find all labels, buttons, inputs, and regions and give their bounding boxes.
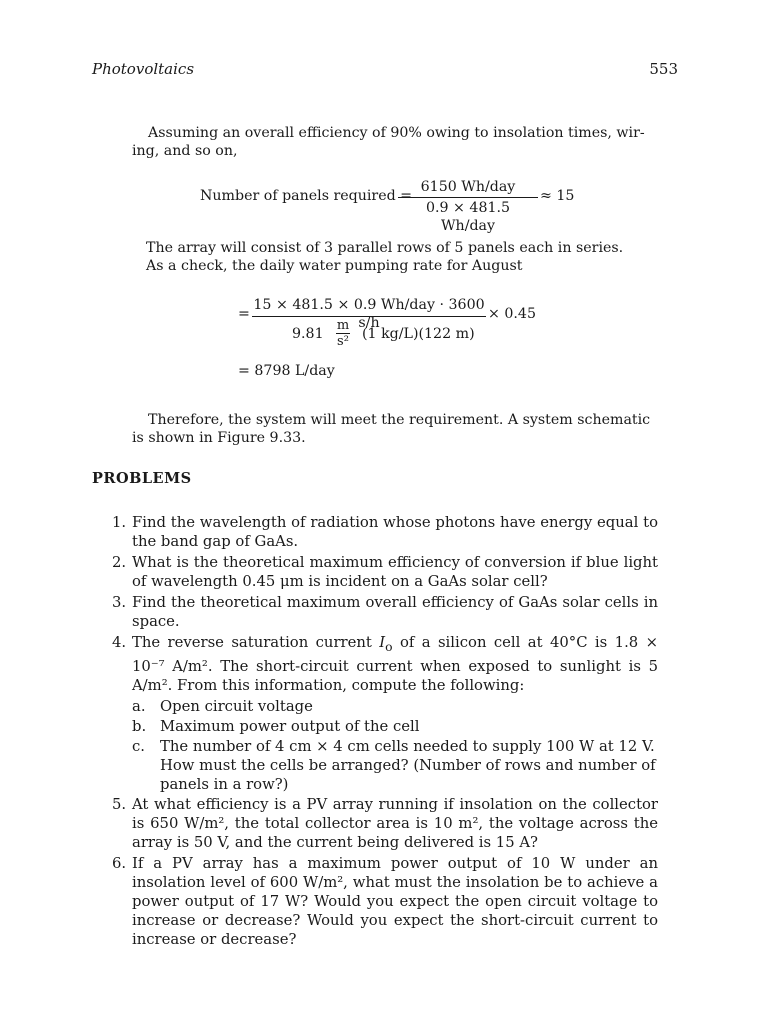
subproblem-item xyxy=(92,737,658,794)
equals-sign: = xyxy=(238,306,250,322)
running-head xyxy=(92,60,678,82)
unit-numerator: m xyxy=(336,318,350,333)
problem-text: What is the theoretical maximum efficiency of conversion if blue light of wavelength 0.45 μm is incident on a GaAs solar cell? xyxy=(132,554,658,590)
problem-text: Find the theoretical maximum overall efficiency of GaAs solar cells in space. xyxy=(132,594,658,630)
subproblem-text: Maximum power output of the cell xyxy=(160,717,420,735)
denominator-rest: (1 kg/L)(122 m) xyxy=(362,326,475,342)
equation-fraction xyxy=(398,178,538,235)
current-symbol: I xyxy=(379,634,386,651)
problems-list xyxy=(92,513,658,951)
problem-text: Find the wavelength of radiation whose photons have energy equal to the band gap of GaAs. xyxy=(132,514,658,550)
paragraph-line: Therefore, the system will meet the requirement. A system schematic xyxy=(148,412,651,428)
equation-rhs: ≈ 15 xyxy=(540,188,575,204)
fraction-bar xyxy=(252,316,486,317)
problem-item xyxy=(92,795,658,852)
problem-item xyxy=(92,633,658,695)
gravity-coefficient: 9.81 xyxy=(292,326,324,342)
subproblem-text: Open circuit voltage xyxy=(160,697,313,715)
problem-text: The reverse saturation current xyxy=(132,634,380,651)
page-number: 553 xyxy=(649,60,678,78)
problem-text-continued: of a silicon cell at 40°C is 1.8 × 10⁻⁷ A/m². The short-circuit current when exposed to sunlight is 5 A/m². From this information, compute the following: xyxy=(132,634,658,694)
fraction-denominator: 0.9 × 481.5 Wh/day xyxy=(425,200,511,234)
subproblem-text: The number of 4 cm × 4 cm cells needed to supply 100 W at 12 V. How must the cells be arranged? (Number of rows and number of panels in a row?) xyxy=(160,737,656,793)
array-paragraph xyxy=(146,239,626,275)
problem-number: 6. xyxy=(112,854,127,872)
paragraph-line: Assuming an overall efficiency of 90% owing to insolation times, wir- xyxy=(148,125,645,141)
fraction-numerator: 15 × 481.5 × 0.9 Wh/day · 3600 s/h xyxy=(253,297,485,331)
unit-denominator: s² xyxy=(337,334,349,349)
problem-number: 4. xyxy=(112,634,127,651)
panels-equation xyxy=(200,178,580,234)
problem-number: 5. xyxy=(112,795,127,813)
fraction-numerator: 6150 Wh/day xyxy=(420,179,516,195)
paragraph-line: As a check, the daily water pumping rate for August xyxy=(146,258,523,274)
current-symbol-subscript: o xyxy=(385,639,393,654)
efficiency-multiplier: × 0.45 xyxy=(488,306,536,322)
conclusion-paragraph xyxy=(132,411,652,447)
problem-number: 1. xyxy=(112,514,127,531)
problem-item xyxy=(92,553,658,591)
chapter-title: Photovoltaics xyxy=(92,60,195,78)
pumping-rate-equation xyxy=(238,296,558,360)
equation-lhs: Number of panels required = xyxy=(200,188,413,204)
problem-number: 3. xyxy=(112,594,127,611)
paragraph-line: ing, and so on, xyxy=(132,143,238,159)
subproblem-letter: b. xyxy=(132,717,147,735)
problem-item xyxy=(92,513,658,551)
problem-text: If a PV array has a maximum power output of 10 W under an insolation level of 600 W/m², what must the insolation be to achieve a power output of 17 W? Would you expect the open circuit voltage to increase or decrease? Would you expect the short-circuit current to increase or decrease? xyxy=(132,854,658,948)
paragraph-line: The array will consist of 3 parallel rows of 5 panels each in series. xyxy=(146,240,624,256)
subproblem-letter: c. xyxy=(132,737,145,755)
problem-item xyxy=(92,854,658,949)
problem-item xyxy=(92,593,658,631)
subproblem-letter: a. xyxy=(132,697,146,715)
fraction-denominator xyxy=(252,318,486,358)
section-heading: PROBLEMS xyxy=(92,470,192,487)
subproblem-item xyxy=(92,717,658,736)
unit-fraction xyxy=(336,318,350,349)
efficiency-paragraph xyxy=(132,124,652,160)
paragraph-line: is shown in Figure 9.33. xyxy=(132,430,306,446)
subproblem-item xyxy=(92,697,658,716)
problem-number: 2. xyxy=(112,554,127,571)
pumping-result: = 8798 L/day xyxy=(238,363,335,379)
fraction-bar xyxy=(398,197,538,198)
problem-text: At what efficiency is a PV array running if insolation on the collector is 650 W/m², the total collector area is 10 m², the voltage across the array is 50 V, and the current being delivered is 15 A? xyxy=(132,795,658,851)
